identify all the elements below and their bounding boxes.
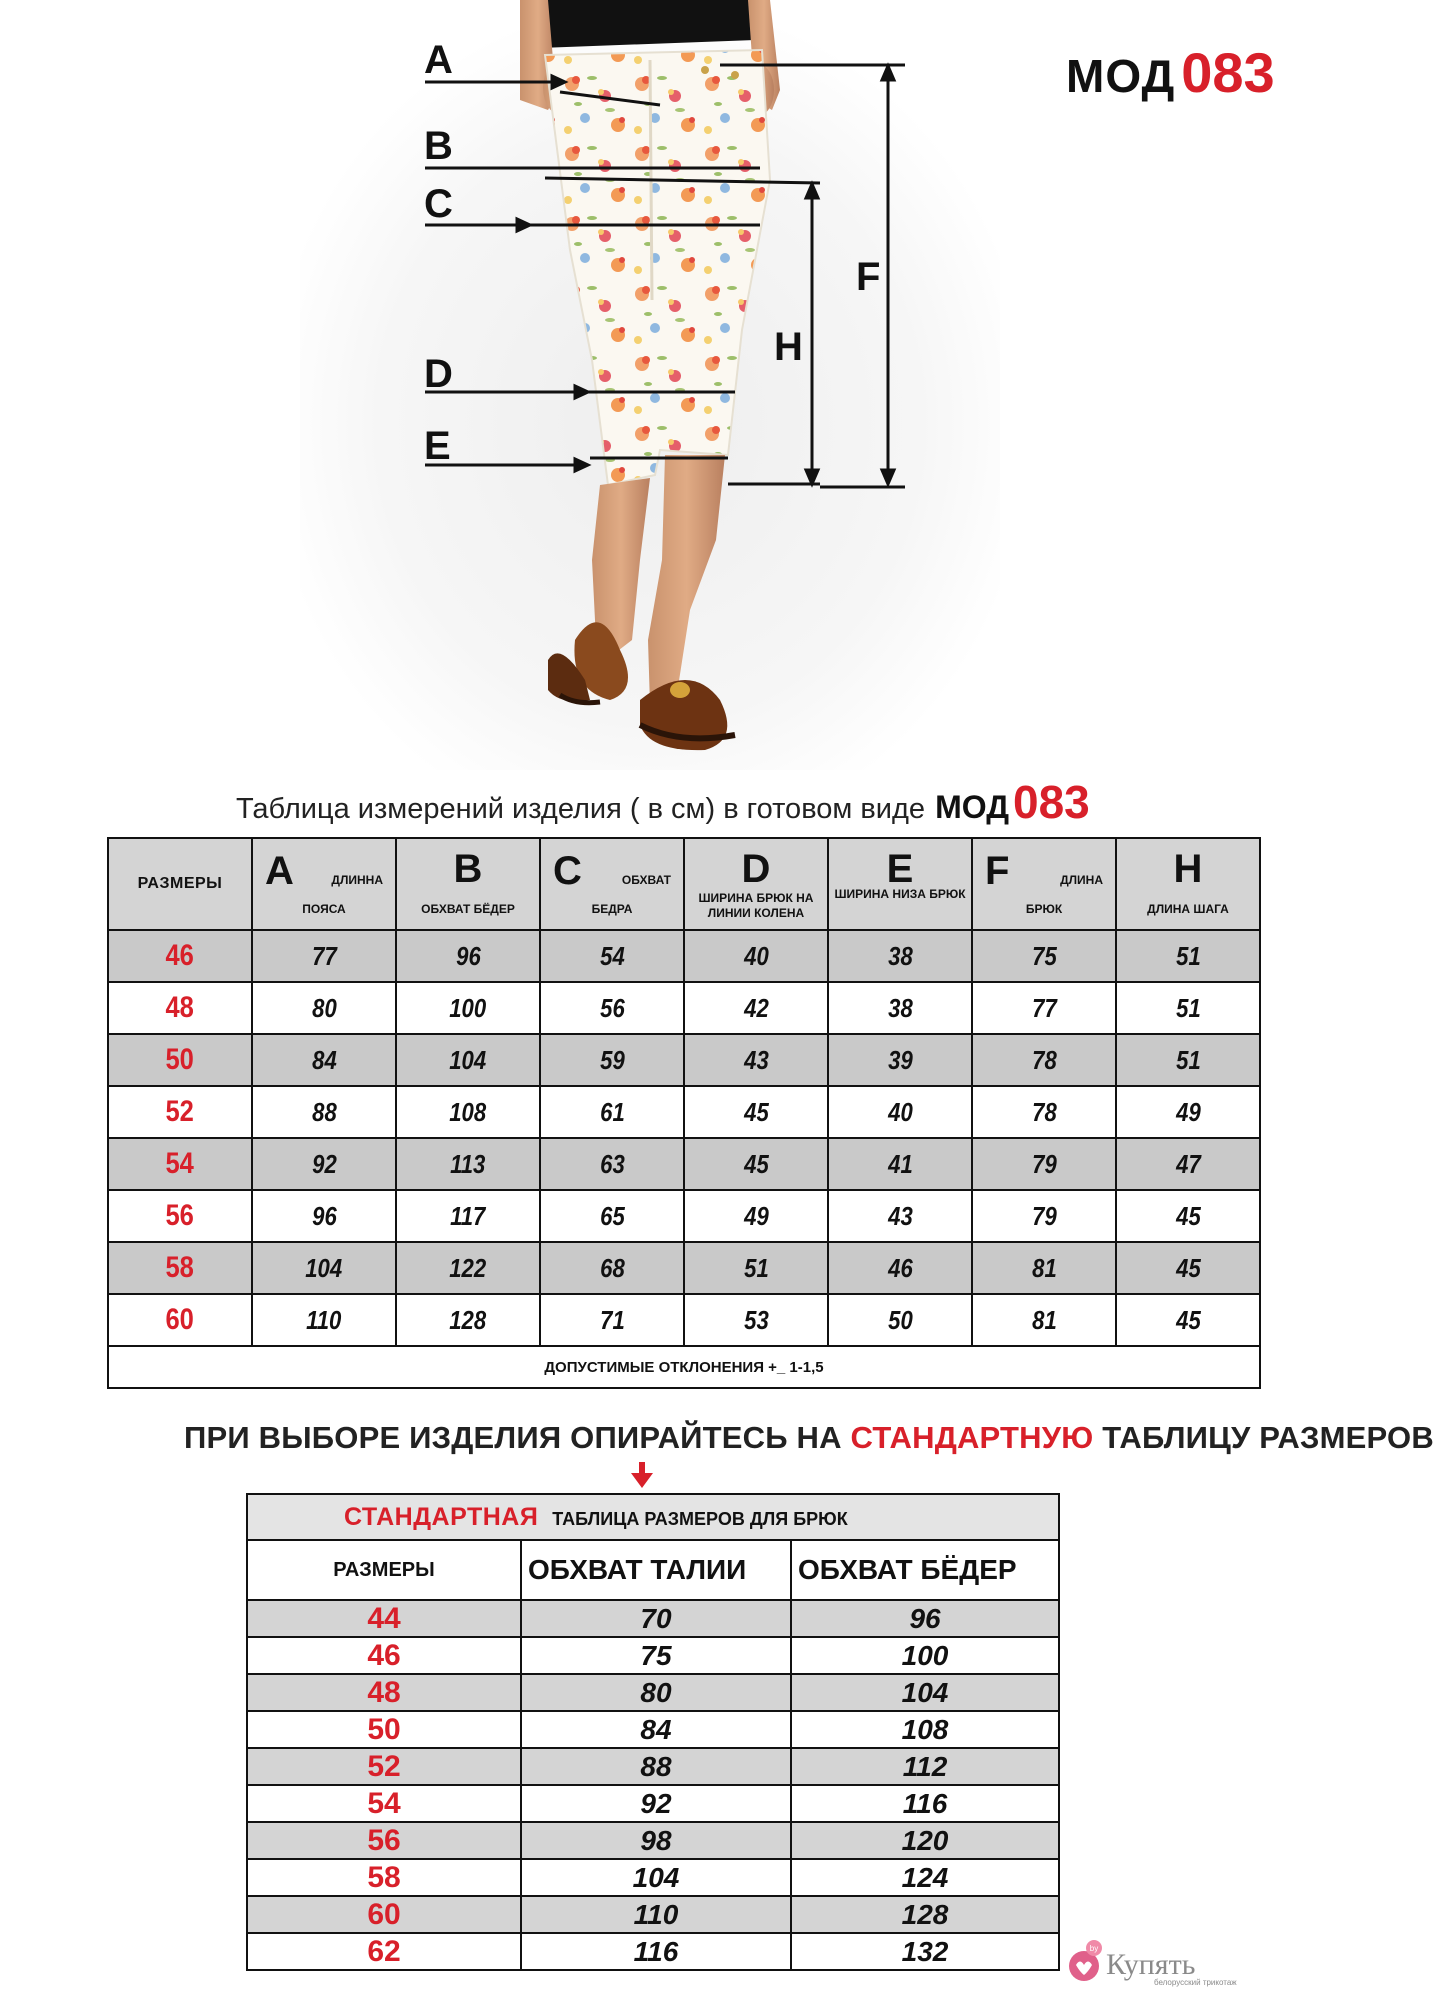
standard-waist-cell: 110 [521,1896,791,1933]
measurement-value: 51 [1116,982,1260,1034]
measurement-row [108,1294,1260,1346]
measurement-value: 40 [828,1086,972,1138]
measurement-row [108,982,1260,1034]
header-label-e: ШИРИНА НИЗА БРЮК [834,887,966,901]
standard-size-cell: 56 [247,1822,521,1859]
measurement-heading-mod: МОД [935,789,1009,825]
guide-letter-f: F [856,255,881,299]
choose-size-note [184,1420,1434,1456]
standard-row [247,1822,1059,1859]
measurement-value: 51 [684,1242,828,1294]
measurement-value: 63 [540,1138,684,1190]
arrow-down-icon [631,1462,653,1488]
measurement-value: 65 [540,1190,684,1242]
measurement-value: 108 [396,1086,540,1138]
measurement-value: 88 [252,1086,396,1138]
standard-size-cell: 54 [247,1785,521,1822]
size-cell: 60 [108,1294,252,1346]
logo-tagline: белорусский трикотаж [1154,1978,1237,1987]
standard-waist-cell: 75 [521,1637,791,1674]
measurement-value: 96 [396,930,540,982]
standard-hips-cell: 100 [791,1637,1059,1674]
measurement-value: 45 [684,1138,828,1190]
measurement-value: 81 [972,1242,1116,1294]
measurement-value: 77 [252,930,396,982]
measurement-value: 59 [540,1034,684,1086]
standard-size-cell: 62 [247,1933,521,1970]
measurement-value: 104 [396,1034,540,1086]
logo-badge: by [1089,1944,1099,1953]
header-col-h [1116,838,1260,930]
guide-letter-d: D [424,352,453,396]
measurement-table [107,837,1261,1389]
measurement-value: 41 [828,1138,972,1190]
measurement-value: 79 [972,1138,1116,1190]
standard-size-cell: 48 [247,1674,521,1711]
header-letter-c: C [553,849,582,893]
measurement-value: 68 [540,1242,684,1294]
header-label-f: ДЛИНА [1060,873,1103,887]
standard-hips-cell: 104 [791,1674,1059,1711]
std-header-sizes: РАЗМЕРЫ [247,1540,521,1600]
measurement-value: 104 [252,1242,396,1294]
standard-row [247,1674,1059,1711]
standard-hips-cell: 132 [791,1933,1059,1970]
size-cell: 48 [108,982,252,1034]
measurement-value: 42 [684,982,828,1034]
standard-table-body [247,1600,1059,1970]
standard-size-cell: 44 [247,1600,521,1637]
measurement-value: 117 [396,1190,540,1242]
header-label-d: ШИРИНА БРЮК НА ЛИНИИ КОЛЕНА [698,891,814,920]
header-col-c [540,838,684,930]
header-label-h: ДЛИНА ШАГА [1147,902,1229,916]
measurement-row [108,930,1260,982]
standard-hips-cell: 96 [791,1600,1059,1637]
measurement-value: 45 [1116,1294,1260,1346]
measurement-row [108,1138,1260,1190]
standard-row [247,1748,1059,1785]
standard-table-title-row [247,1494,1059,1540]
header-letter-b: B [453,847,483,891]
header-label-f-2: БРЮК [1025,902,1063,916]
measurement-value: 45 [1116,1190,1260,1242]
guide-letter-a: A [424,38,453,82]
measurement-value: 38 [828,930,972,982]
size-cell: 52 [108,1086,252,1138]
measurement-value: 79 [972,1190,1116,1242]
guide-letter-e: E [424,424,451,468]
header-letter-d: D [741,847,771,891]
measurement-value: 128 [396,1294,540,1346]
measurement-value: 54 [540,930,684,982]
header-label-a-2: ПОЯСА [302,902,346,916]
standard-waist-cell: 104 [521,1859,791,1896]
header-col-e [828,838,972,930]
logo-name: Купять [1106,1948,1196,1981]
header-letter-a: A [265,849,294,893]
standard-hips-cell: 108 [791,1711,1059,1748]
guide-letter-b: B [424,124,453,168]
measurement-table-body [108,930,1260,1346]
measurement-footer-row [108,1346,1260,1388]
standard-size-cell: 46 [247,1637,521,1674]
standard-row [247,1896,1059,1933]
measurement-value: 92 [252,1138,396,1190]
measurement-value: 39 [828,1034,972,1086]
measurement-value: 100 [396,982,540,1034]
measurement-value: 61 [540,1086,684,1138]
standard-row [247,1637,1059,1674]
standard-size-cell: 50 [247,1711,521,1748]
header-label-b: ОБХВАТ БЁДЕР [421,902,515,916]
measurement-heading-number: 083 [1012,776,1090,828]
standard-hips-cell: 120 [791,1822,1059,1859]
measurement-header-row [108,838,1260,930]
size-cell: 56 [108,1190,252,1242]
standard-table-header-row [247,1540,1059,1600]
pants-measurement-illustration [0,0,1333,770]
measurement-heading-text: Таблица измерений изделия ( в см) в готовом виде [236,793,926,825]
measurement-value: 47 [1116,1138,1260,1190]
standard-waist-cell: 98 [521,1822,791,1859]
standard-waist-cell: 116 [521,1933,791,1970]
std-header-hips: ОБХВАТ БЁДЕР [791,1540,1059,1600]
standard-row [247,1933,1059,1970]
standard-hips-cell: 112 [791,1748,1059,1785]
measurement-value: 71 [540,1294,684,1346]
measurement-value: 78 [972,1034,1116,1086]
header-letter-h: H [1173,847,1203,891]
measurement-value: 45 [1116,1242,1260,1294]
model-label: МОД [1066,50,1176,102]
measurement-row [108,1242,1260,1294]
header-col-f [972,838,1116,930]
standard-size-table [246,1493,1060,1971]
size-cell: 46 [108,930,252,982]
size-cell: 54 [108,1138,252,1190]
guide-letter-h: H [774,325,803,369]
measurement-value: 43 [684,1034,828,1086]
size-cell: 50 [108,1034,252,1086]
measurement-value: 40 [684,930,828,982]
measurement-value: 49 [1116,1086,1260,1138]
measurement-row [108,1190,1260,1242]
measurement-value: 78 [972,1086,1116,1138]
standard-size-cell: 58 [247,1859,521,1896]
header-col-a [252,838,396,930]
model-number: 083 [1181,41,1275,104]
measurement-value: 49 [684,1190,828,1242]
measurement-value: 113 [396,1138,540,1190]
standard-hips-cell: 116 [791,1785,1059,1822]
header-label-a: ДЛИННА [331,873,383,887]
header-label-c: ОБХВАТ [621,873,671,887]
standard-title-rest: ТАБЛИЦА РАЗМЕРОВ ДЛЯ БРЮК [552,1508,848,1529]
tolerance-note: ДОПУСТИМЫЕ ОТКЛОНЕНИЯ +_ 1-1,5 [108,1346,1260,1388]
measurement-row [108,1034,1260,1086]
measurement-value: 75 [972,930,1116,982]
measurement-value: 51 [1116,1034,1260,1086]
standard-size-cell: 60 [247,1896,521,1933]
note-part-2: ТАБЛИЦУ РАЗМЕРОВ [1093,1420,1434,1455]
measurement-value: 80 [252,982,396,1034]
standard-size-cell: 52 [247,1748,521,1785]
measurement-value: 77 [972,982,1116,1034]
measurement-value: 38 [828,982,972,1034]
measurement-value: 96 [252,1190,396,1242]
measurement-value: 53 [684,1294,828,1346]
standard-table-title [247,1494,1059,1540]
standard-hips-cell: 124 [791,1859,1059,1896]
measurement-value: 51 [1116,930,1260,982]
measurement-value: 122 [396,1242,540,1294]
model-title [1066,40,1275,105]
standard-waist-cell: 70 [521,1600,791,1637]
measurement-value: 110 [252,1294,396,1346]
measurement-value: 50 [828,1294,972,1346]
standard-row [247,1711,1059,1748]
standard-row [247,1600,1059,1637]
standard-waist-cell: 92 [521,1785,791,1822]
header-col-d [684,838,828,930]
kupyat-logo [1062,1938,1262,1988]
header-letter-e: E [886,847,914,891]
standard-row [247,1785,1059,1822]
measurement-value: 46 [828,1242,972,1294]
measurement-value: 45 [684,1086,828,1138]
standard-waist-cell: 88 [521,1748,791,1785]
standard-waist-cell: 84 [521,1711,791,1748]
measurement-value: 43 [828,1190,972,1242]
header-letter-f: F [985,849,1010,893]
note-highlight: СТАНДАРТНУЮ [850,1420,1094,1455]
measurement-value: 81 [972,1294,1116,1346]
measurement-value: 56 [540,982,684,1034]
standard-title-red: СТАНДАРТНАЯ [344,1502,539,1531]
header-label-c-2: БЕДРА [591,902,633,916]
standard-row [247,1859,1059,1896]
header-col-b [396,838,540,930]
standard-hips-cell: 128 [791,1896,1059,1933]
std-header-waist: ОБХВАТ ТАЛИИ [521,1540,791,1600]
size-cell: 58 [108,1242,252,1294]
standard-waist-cell: 80 [521,1674,791,1711]
measurement-table-heading [236,775,1090,829]
guide-letter-c: C [424,182,453,226]
measurement-row [108,1086,1260,1138]
measurement-value: 84 [252,1034,396,1086]
header-sizes: РАЗМЕРЫ [108,838,252,930]
note-part-1: ПРИ ВЫБОРЕ ИЗДЕЛИЯ ОПИРАЙТЕСЬ НА [184,1420,851,1455]
